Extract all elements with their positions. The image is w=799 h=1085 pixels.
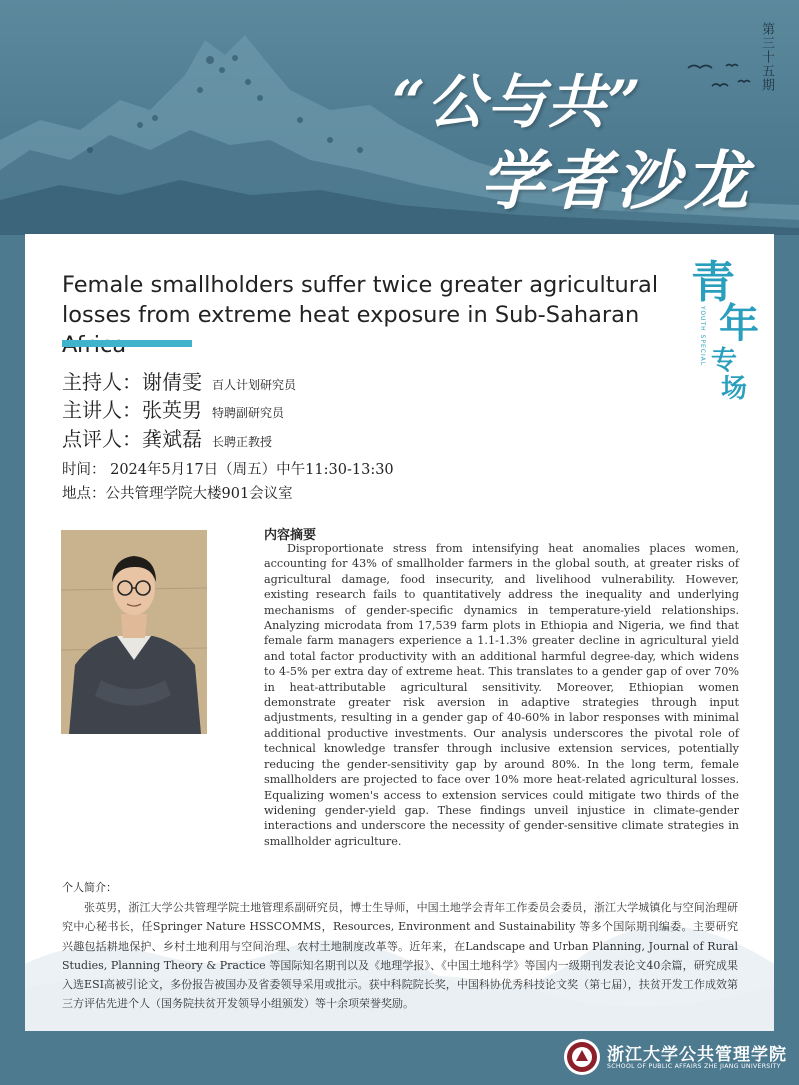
content-panel	[25, 234, 774, 1031]
speaker-row	[62, 394, 284, 420]
salon-title-line1: “公与共”	[392, 68, 643, 136]
host-row	[62, 366, 296, 392]
title-accent-bar	[62, 340, 192, 347]
speaker-photo	[61, 530, 207, 734]
youth-english: YOUTH SPECIAL	[699, 306, 706, 367]
talk-title: Female smallholders suffer twice greater agricultural losses from extreme heat exposure in Sub-Saharan	[62, 272, 659, 328]
discussant-row	[62, 423, 272, 449]
speaker-role: 主讲人：	[62, 398, 142, 422]
discussant-role: 点评人：	[62, 427, 142, 451]
event-place: 地点：公共管理学院大楼901会议室	[62, 486, 293, 502]
university-seal-icon	[563, 1038, 601, 1076]
youth-char-3: 专	[711, 346, 738, 376]
youth-char-2: 年	[719, 300, 759, 347]
footer-school-english: SCHOOL OF PUBLIC AFFAIRS ZHE JIANG UNIVERSITY	[607, 1063, 781, 1070]
bio-heading: 个人简介：	[62, 881, 117, 894]
salon-title-line2: 学者沙龙	[480, 144, 752, 219]
discussant-title: 长聘正教授	[212, 435, 273, 449]
footer-school-name: 浙江大学公共管理学院	[607, 1045, 787, 1065]
speaker-title: 特聘副研究员	[212, 406, 285, 420]
host-title: 百人计划研究员	[212, 378, 297, 392]
abstract-heading: 内容摘要	[264, 528, 317, 543]
event-time: 时间： 2024年5月17日（周五）中午11:30-13:30	[62, 462, 394, 478]
abstract-text: Disproportionate stress from intensifying heat anomalies places women, accounting for 43% of smallholder farmers in the global south, at greater risks of agricultural damage, food insecurity, and livelihood vulnerability. However, existing research fails to quantitatively address the inequality and underlying mechanisms of gender-specific dynamics in temperature-yield relationships. Analyzing microdata from 17,539 farm plots in Ethiopia and Nigeria, we find that female farm managers experience a 1.1-1.3% greater decline in agricultural yield and total factor productivity with an additional harmful degree-day, which widens to 4-5% per extra day of extreme heat. This translates to a gender gap of over 70% in heat-attributable agricultural sensitivity. Moreover, Ethiopian women demonstrate greater risk aversion in adaptive strategies through input adjustments, resulting in a gender gap of 40-60% in labor responses with minimal additional productive investments. Our analysis underscores the pivotal role of technical knowledge transfer through inclusive extension services, potentially reducing the gender-sensitivity gap by around 80%. In the long term, female smallholders are projected to face over 10% more heat-related agricultural losses. Equalizing women's access to extension services could mitigate two thirds of the widening gender-yield gap. These findings unveil injustice in climate-gender interactions and underscore the necessity of gender-sensitive climate strategies in smallholder agriculture.	[264, 542, 739, 848]
youth-char-1: 青	[691, 257, 735, 308]
speaker-portrait	[61, 530, 207, 734]
speaker-name: 张英男	[142, 398, 202, 422]
header-banner	[0, 0, 799, 235]
youth-special-mark	[689, 246, 769, 404]
youth-char-4: 场	[721, 374, 748, 404]
bio-text: 张英男，浙江大学公共管理学院土地管理系副研究员，博士生导师，中国土地学会青年工作委员会委员，浙江大学城镇化与空间治理研究中心秘书长，任Springer Nature HSSCOMMS，Resources, Environment and Sustainability 等多个国际期刊编委。主要研究兴趣包括耕地保护、乡村土地利用与空间治理、农村土地制度改革等。近年来，在Landscape and Urban Planning, Journal of Rural Studies, Planning Theory & Practice 等国际知名期刊以及《地理学报》、《中国土地科学》等国内一级期刊发表论文40余篇，研究成果入选ESI高被引论文，多份报告被国办及省委领导采用或批示。获中科院院长奖，中国科协优秀科技论文奖（第七届），扶贫开发工作成效第三方评估先进个人（国务院扶贫开发领导小组颁发）等十余项荣誉奖励。	[62, 901, 738, 1011]
host-role: 主持人：	[62, 370, 142, 394]
discussant-name: 龚斌磊	[142, 427, 202, 451]
issue-number: 第三十五期	[759, 22, 774, 92]
host-name: 谢倩雯	[142, 370, 202, 394]
